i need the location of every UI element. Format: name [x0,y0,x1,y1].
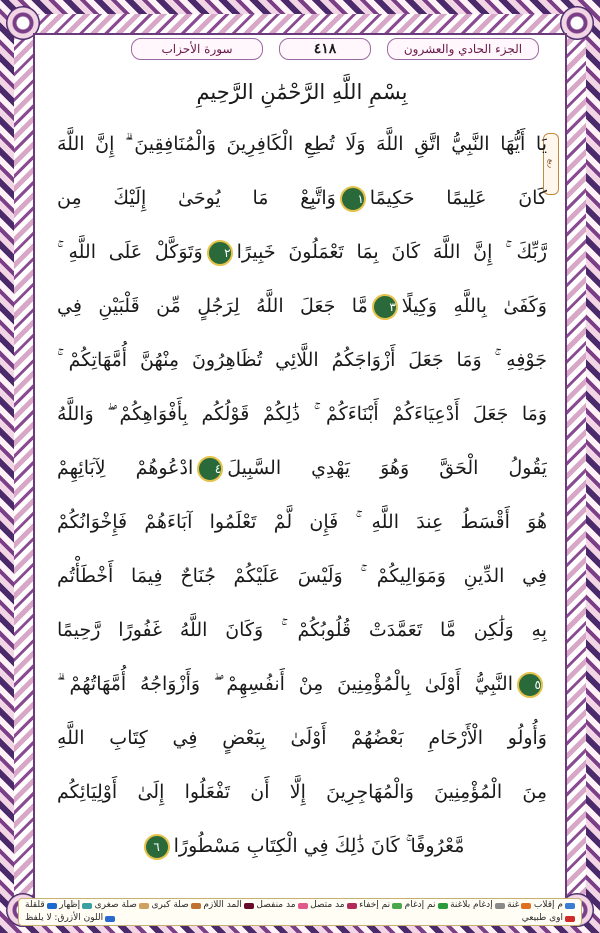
legend-item [534,899,575,912]
legend-item [151,899,200,912]
legend-label: مد منفصل [256,900,296,910]
legend-label: صلة كبرى [151,900,189,910]
verse-text: مَّا جَعَلَ اللَّهُ لِرَجُلٍ مِّن قَلْبَيْنِ فِي [57,295,368,317]
legend-swatch [47,903,57,909]
legend-swatch [298,903,308,909]
verse-text: وَتَوَكَّلْ عَلَى اللَّهِ ۚ [57,241,203,263]
text-line [57,711,547,765]
legend-swatch [347,903,357,909]
legend-item [359,899,402,912]
text-line [57,279,547,333]
ayah-number-marker: ٤ [197,456,223,482]
legend-swatch [521,903,531,909]
legend-swatch [105,916,115,922]
text-line [57,549,547,603]
verse-text: مِنَ الْمُؤْمِنِينَ وَالْمُهَاجِرِينَ إِلَّا أَن تَفْعَلُوا إِلَىٰ أَوْلِيَائِكُم [57,781,547,803]
verse-text: يَقُولُ الْحَقَّ وَهُوَ يَهْدِي السَّبِيلَ [227,457,547,479]
basmala: بِسْمِ اللَّهِ الرَّحْمَٰنِ الرَّحِيمِ [196,80,408,104]
verse-text: بِهِ وَلَٰكِن مَّا تَعَمَّدَتْ قُلُوبُكُمْ ۚ وَكَانَ اللَّهُ غَفُورًا رَّحِيمًا [57,619,547,641]
text-line [57,657,547,711]
text-line [57,819,547,873]
hizb-marker: ربع [543,133,559,195]
verse-text: وَمَا جَعَلَ أَدْعِيَاءَكُمْ أَبْنَاءَكُمْ ۚ ذَٰلِكُمْ قَوْلُكُم بِأَفْوَاهِكُمْ ۖ وَاللَّهُ [57,403,547,425]
legend-swatch [82,903,92,909]
legend-label: قلقلة [25,900,45,910]
verse-text: جَوْفِهِ ۚ وَمَا جَعَلَ أَزْوَاجَكُمُ اللَّائِي تُظَاهِرُونَ مِنْهُنَّ أُمَّهَاتِكُمْ ۚ [57,349,547,371]
legend-item [25,912,115,925]
legend-item [256,899,307,912]
legend-swatch [495,903,505,909]
text-line [57,333,547,387]
text-line [57,495,547,549]
legend-item [522,912,575,925]
surah-name: سورة الأحزاب [131,38,263,60]
legend-label: غنة [507,900,520,910]
mushaf-page [33,33,567,900]
ayah-number-marker: ١ [340,186,366,212]
legend-label: إظهار [59,900,81,910]
legend-swatch [565,903,575,909]
legend-item [405,899,448,912]
legend-item [95,899,149,912]
legend-item [203,899,254,912]
verse-text: رَّبِّكَ ۚ إِنَّ اللَّهَ كَانَ بِمَا تَعْمَلُونَ خَبِيرًا [236,241,547,263]
legend-item [507,899,531,912]
legend-swatch [392,903,402,909]
ayah-number-marker: ٣ [372,294,398,320]
legend-label: اللون الأزرق: لا يلفظ [25,913,104,923]
verse-text: وَكَفَىٰ بِاللَّهِ وَكِيلًا [401,295,547,317]
legend-swatch [244,903,254,909]
legend-label: نم إدغام [404,900,436,910]
text-line [57,441,547,495]
legend-swatch [139,903,149,909]
verse-text: وَاتَّبِعْ مَا يُوحَىٰ إِلَيْكَ مِن [57,187,336,209]
verse-text: يَا أَيُّهَا النَّبِيُّ اتَّقِ اللَّهَ وَلَا تُطِعِ الْكَافِرِينَ وَالْمُنَافِقِينَ ۗ إِنَّ اللَّهَ [57,133,547,155]
legend-label: مد متصل [310,900,345,910]
legend-label: صلة صغرى [94,900,137,910]
verse-text: كَانَ عَلِيمًا حَكِيمًا [369,187,547,209]
text-line [57,387,547,441]
text-line [57,117,547,171]
ayah-number-marker: ٦ [144,834,170,860]
legend-label: اوى طبيعي [521,913,563,923]
legend-item [310,899,357,912]
verse-text: وَأُولُو الْأَرْحَامِ بَعْضُهُمْ أَوْلَىٰ بِبَعْضٍ فِي كِتَابِ اللَّهِ [57,727,547,749]
legend-swatch [191,903,201,909]
legend-swatch [438,903,448,909]
ayah-number-marker: ٥ [517,672,543,698]
text-line [57,171,547,225]
legend-item [25,899,57,912]
verse-text: مَّعْرُوفًا ۚ كَانَ ذَٰلِكَ فِي الْكِتَابِ مَسْطُورًا [173,835,465,857]
legend-label: المد اللازم [203,900,242,910]
juz-name: الجزء الحادي والعشرون [387,38,539,60]
quran-text [57,67,547,873]
legend-swatch [565,916,575,922]
verse-text: النَّبِيُّ أَوْلَىٰ بِالْمُؤْمِنِينَ مِنْ أَنفُسِهِمْ ۖ وَأَزْوَاجُهُ أُمَّهَاتُهُمْ ۗ [57,673,513,695]
legend-label: إدغام بلاغنة [450,900,493,910]
page-number: ٤١٨ [279,38,371,60]
page-header [131,37,539,61]
legend-item [59,899,92,912]
verse-text: فِي الدِّينِ وَمَوَالِيكُمْ ۚ وَلَيْسَ عَلَيْكُمْ جُنَاحٌ فِيمَا أَخْطَأْتُم [57,565,547,587]
legend-label: نم إخفاء [359,900,391,910]
text-line [57,225,547,279]
text-line [57,765,547,819]
verse-text: هُوَ أَقْسَطُ عِندَ اللَّهِ ۚ فَإِن لَّمْ تَعْلَمُوا آبَاءَهُمْ فَإِخْوَانُكُمْ [57,511,547,533]
text-line [57,603,547,657]
ayah-number-marker: ٢ [207,240,233,266]
legend-label: م إقلاب [533,900,563,910]
legend-item [450,899,505,912]
tajweed-legend [18,898,582,926]
verse-text: ادْعُوهُمْ لِآبَائِهِمْ [57,457,194,479]
